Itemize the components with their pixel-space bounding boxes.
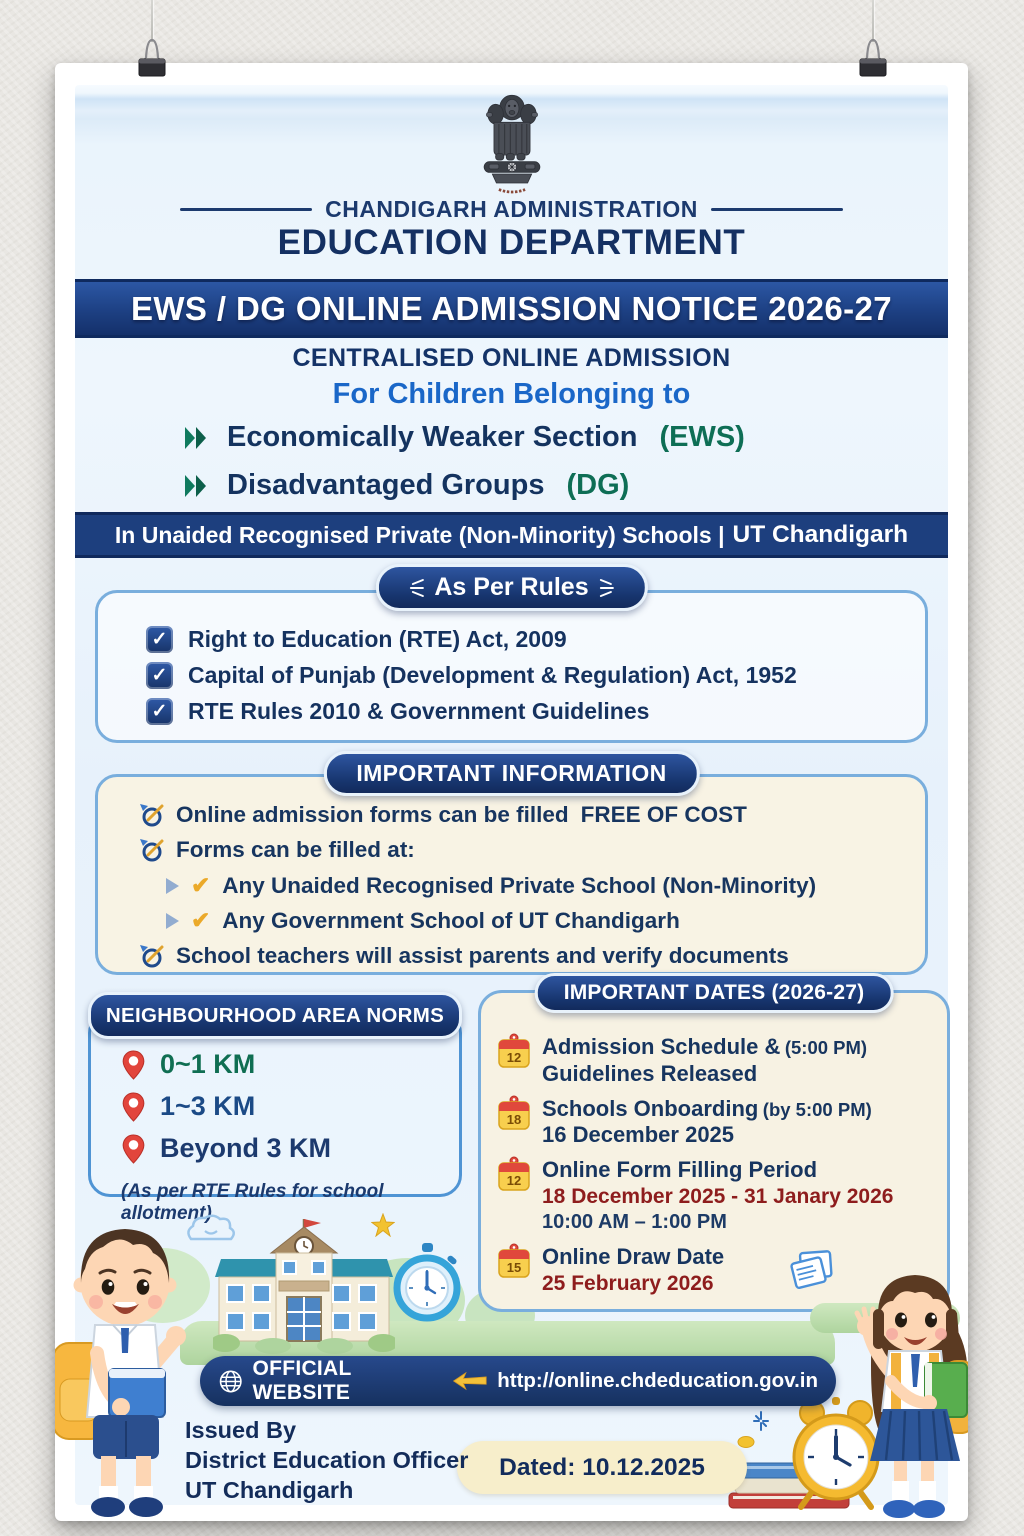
scope-text: In Unaided Recognised Private (Non-Minority) Schools | <box>114 521 725 548</box>
girl-illustration <box>833 1253 968 1521</box>
date-note: (by 5:00 PM) <box>762 1099 872 1120</box>
rule-item <box>146 626 925 653</box>
poster <box>55 63 968 1521</box>
date-title: Online Form Filling Period <box>542 1157 818 1182</box>
info-badge: IMPORTANT INFORMATION <box>323 751 699 796</box>
paper-doodle <box>788 1247 838 1293</box>
rule-text: Right to Education (RTE) Act, 2009 <box>188 626 567 652</box>
checkbox-icon: ✓ <box>146 626 173 653</box>
org-title-rule-left <box>180 208 312 211</box>
website-label: OFFICIAL WEBSITE <box>252 1357 352 1404</box>
subtitle-centralised: CENTRALISED ONLINE ADMISSION <box>292 344 731 372</box>
calendar-icon <box>497 1156 531 1193</box>
rules-badge-label: As Per Rules <box>434 573 589 601</box>
national-emblem-icon <box>471 89 553 195</box>
norm-item <box>121 1049 459 1080</box>
beneficiary-row-dg <box>183 464 745 507</box>
info-text: School teachers will assist parents and verify documents <box>176 942 789 968</box>
norm-item <box>121 1133 459 1164</box>
issued-line: Issued By <box>185 1417 297 1443</box>
binder-clip-left <box>132 34 172 78</box>
org-title-row <box>55 196 968 223</box>
crumb-doodle <box>737 1435 755 1449</box>
issued-line: District Education Officer <box>185 1447 469 1473</box>
org-title: CHANDIGARH ADMINISTRATION <box>325 196 698 222</box>
date-time: 10:00 AM – 1:00 PM <box>542 1211 727 1233</box>
map-pin-icon <box>121 1050 146 1080</box>
calendar-icon <box>497 1095 531 1132</box>
date-title: Schools Onboarding <box>542 1096 759 1121</box>
info-item <box>138 799 925 831</box>
dart-icon <box>138 943 164 969</box>
date-value: 25 February 2026 <box>542 1272 714 1295</box>
dated-badge: Dated: 10.12.2025 <box>457 1441 747 1494</box>
date-value: 16 December 2025 <box>542 1122 735 1147</box>
date-title: Guidelines Released <box>542 1061 758 1086</box>
norm-item <box>121 1091 459 1122</box>
play-icon <box>166 913 179 929</box>
beneficiary-row-ews <box>183 416 745 459</box>
date-item <box>497 1095 933 1148</box>
beneficiary-label: Economically Weaker Section <box>227 421 638 453</box>
calendar-icon <box>497 1243 531 1280</box>
dart-icon <box>138 837 164 863</box>
info-subitem <box>166 905 925 937</box>
norm-text: Beyond 3 KM <box>160 1133 332 1163</box>
subtitle-for-children: For Children Belonging to <box>332 378 691 410</box>
website-pill[interactable] <box>200 1356 836 1406</box>
beneficiary-label: Disadvantaged Groups <box>227 469 545 501</box>
sparkle-icon <box>599 576 615 600</box>
date-item <box>497 1156 933 1235</box>
dates-header: IMPORTANT DATES (2026-27) <box>535 973 894 1013</box>
chevron-icon <box>183 473 213 499</box>
checkbox-icon: ✓ <box>146 662 173 689</box>
norm-text: 0~1 KM <box>160 1049 256 1079</box>
norm-text: 1~3 KM <box>160 1091 256 1121</box>
sparkle-doodle <box>751 1411 771 1431</box>
chevron-icon <box>183 425 213 451</box>
svg-text:18: 18 <box>506 1112 522 1127</box>
calendar-icon <box>497 1033 531 1070</box>
website-url[interactable]: http://online.chdeducation.gov.in <box>497 1369 818 1392</box>
beneficiary-list <box>183 416 745 507</box>
rule-item <box>146 698 925 725</box>
date-note: (5:00 PM) <box>784 1037 868 1058</box>
date-title: Online Draw Date <box>542 1244 725 1269</box>
scope-bar <box>75 512 948 558</box>
dart-icon <box>138 802 164 828</box>
globe-icon <box>218 1368 243 1395</box>
rules-badge <box>375 564 647 611</box>
gold-check-icon: ✔ <box>191 872 211 898</box>
map-pin-icon <box>121 1134 146 1164</box>
stopwatch-illustration <box>391 1241 463 1325</box>
info-text: Online admission forms can be filled <box>176 802 569 828</box>
boy-illustration <box>55 1201 193 1521</box>
norms-header: NEIGHBOURHOOD AREA NORMS <box>88 992 462 1039</box>
rule-text: Capital of Punjab (Development & Regulation) Act, 1952 <box>188 662 797 688</box>
notice-banner: EWS / DG ONLINE ADMISSION NOTICE 2026-27 <box>75 279 948 338</box>
norms-note: (As per RTE Rules for school allotment) <box>121 1181 384 1224</box>
svg-text:12: 12 <box>506 1050 522 1065</box>
school-illustration <box>213 1213 395 1365</box>
date-item <box>497 1033 933 1087</box>
beneficiary-abbr: (EWS) <box>659 421 745 453</box>
map-pin-icon <box>121 1092 146 1122</box>
info-text: Forms can be filled at: <box>176 837 415 863</box>
sparkle-icon <box>408 576 424 600</box>
date-value: 18 December 2025 - 31 Janary 2026 <box>542 1185 894 1208</box>
rule-item <box>146 662 925 689</box>
info-text: Any Unaided Recognised Private School (Non-Minority) <box>222 872 817 898</box>
info-text-bold: FREE OF COST <box>580 802 747 828</box>
info-item <box>138 940 925 972</box>
arrow-left-icon <box>452 1370 488 1392</box>
date-title: Admission Schedule & <box>542 1034 781 1059</box>
org-title-rule-right <box>711 208 843 211</box>
info-box <box>95 774 928 975</box>
scope-bold-text: UT Chandigarh <box>732 521 909 548</box>
svg-text:12: 12 <box>506 1173 522 1188</box>
info-text: Any Government School of UT Chandigarh <box>222 907 680 933</box>
beneficiary-abbr: (DG) <box>566 469 630 501</box>
gold-check-icon: ✔ <box>191 907 211 934</box>
rules-box <box>95 590 928 743</box>
info-subitem <box>166 869 925 901</box>
info-item <box>138 834 925 866</box>
rule-text: RTE Rules 2010 & Government Guidelines <box>188 698 650 724</box>
department-title: EDUCATION DEPARTMENT <box>277 223 746 262</box>
binder-clip-right <box>853 34 893 78</box>
play-icon <box>166 878 179 894</box>
issued-line: UT Chandigarh <box>185 1477 354 1503</box>
svg-text:15: 15 <box>506 1260 522 1275</box>
checkbox-icon: ✓ <box>146 698 173 725</box>
issued-by-block <box>185 1415 468 1505</box>
